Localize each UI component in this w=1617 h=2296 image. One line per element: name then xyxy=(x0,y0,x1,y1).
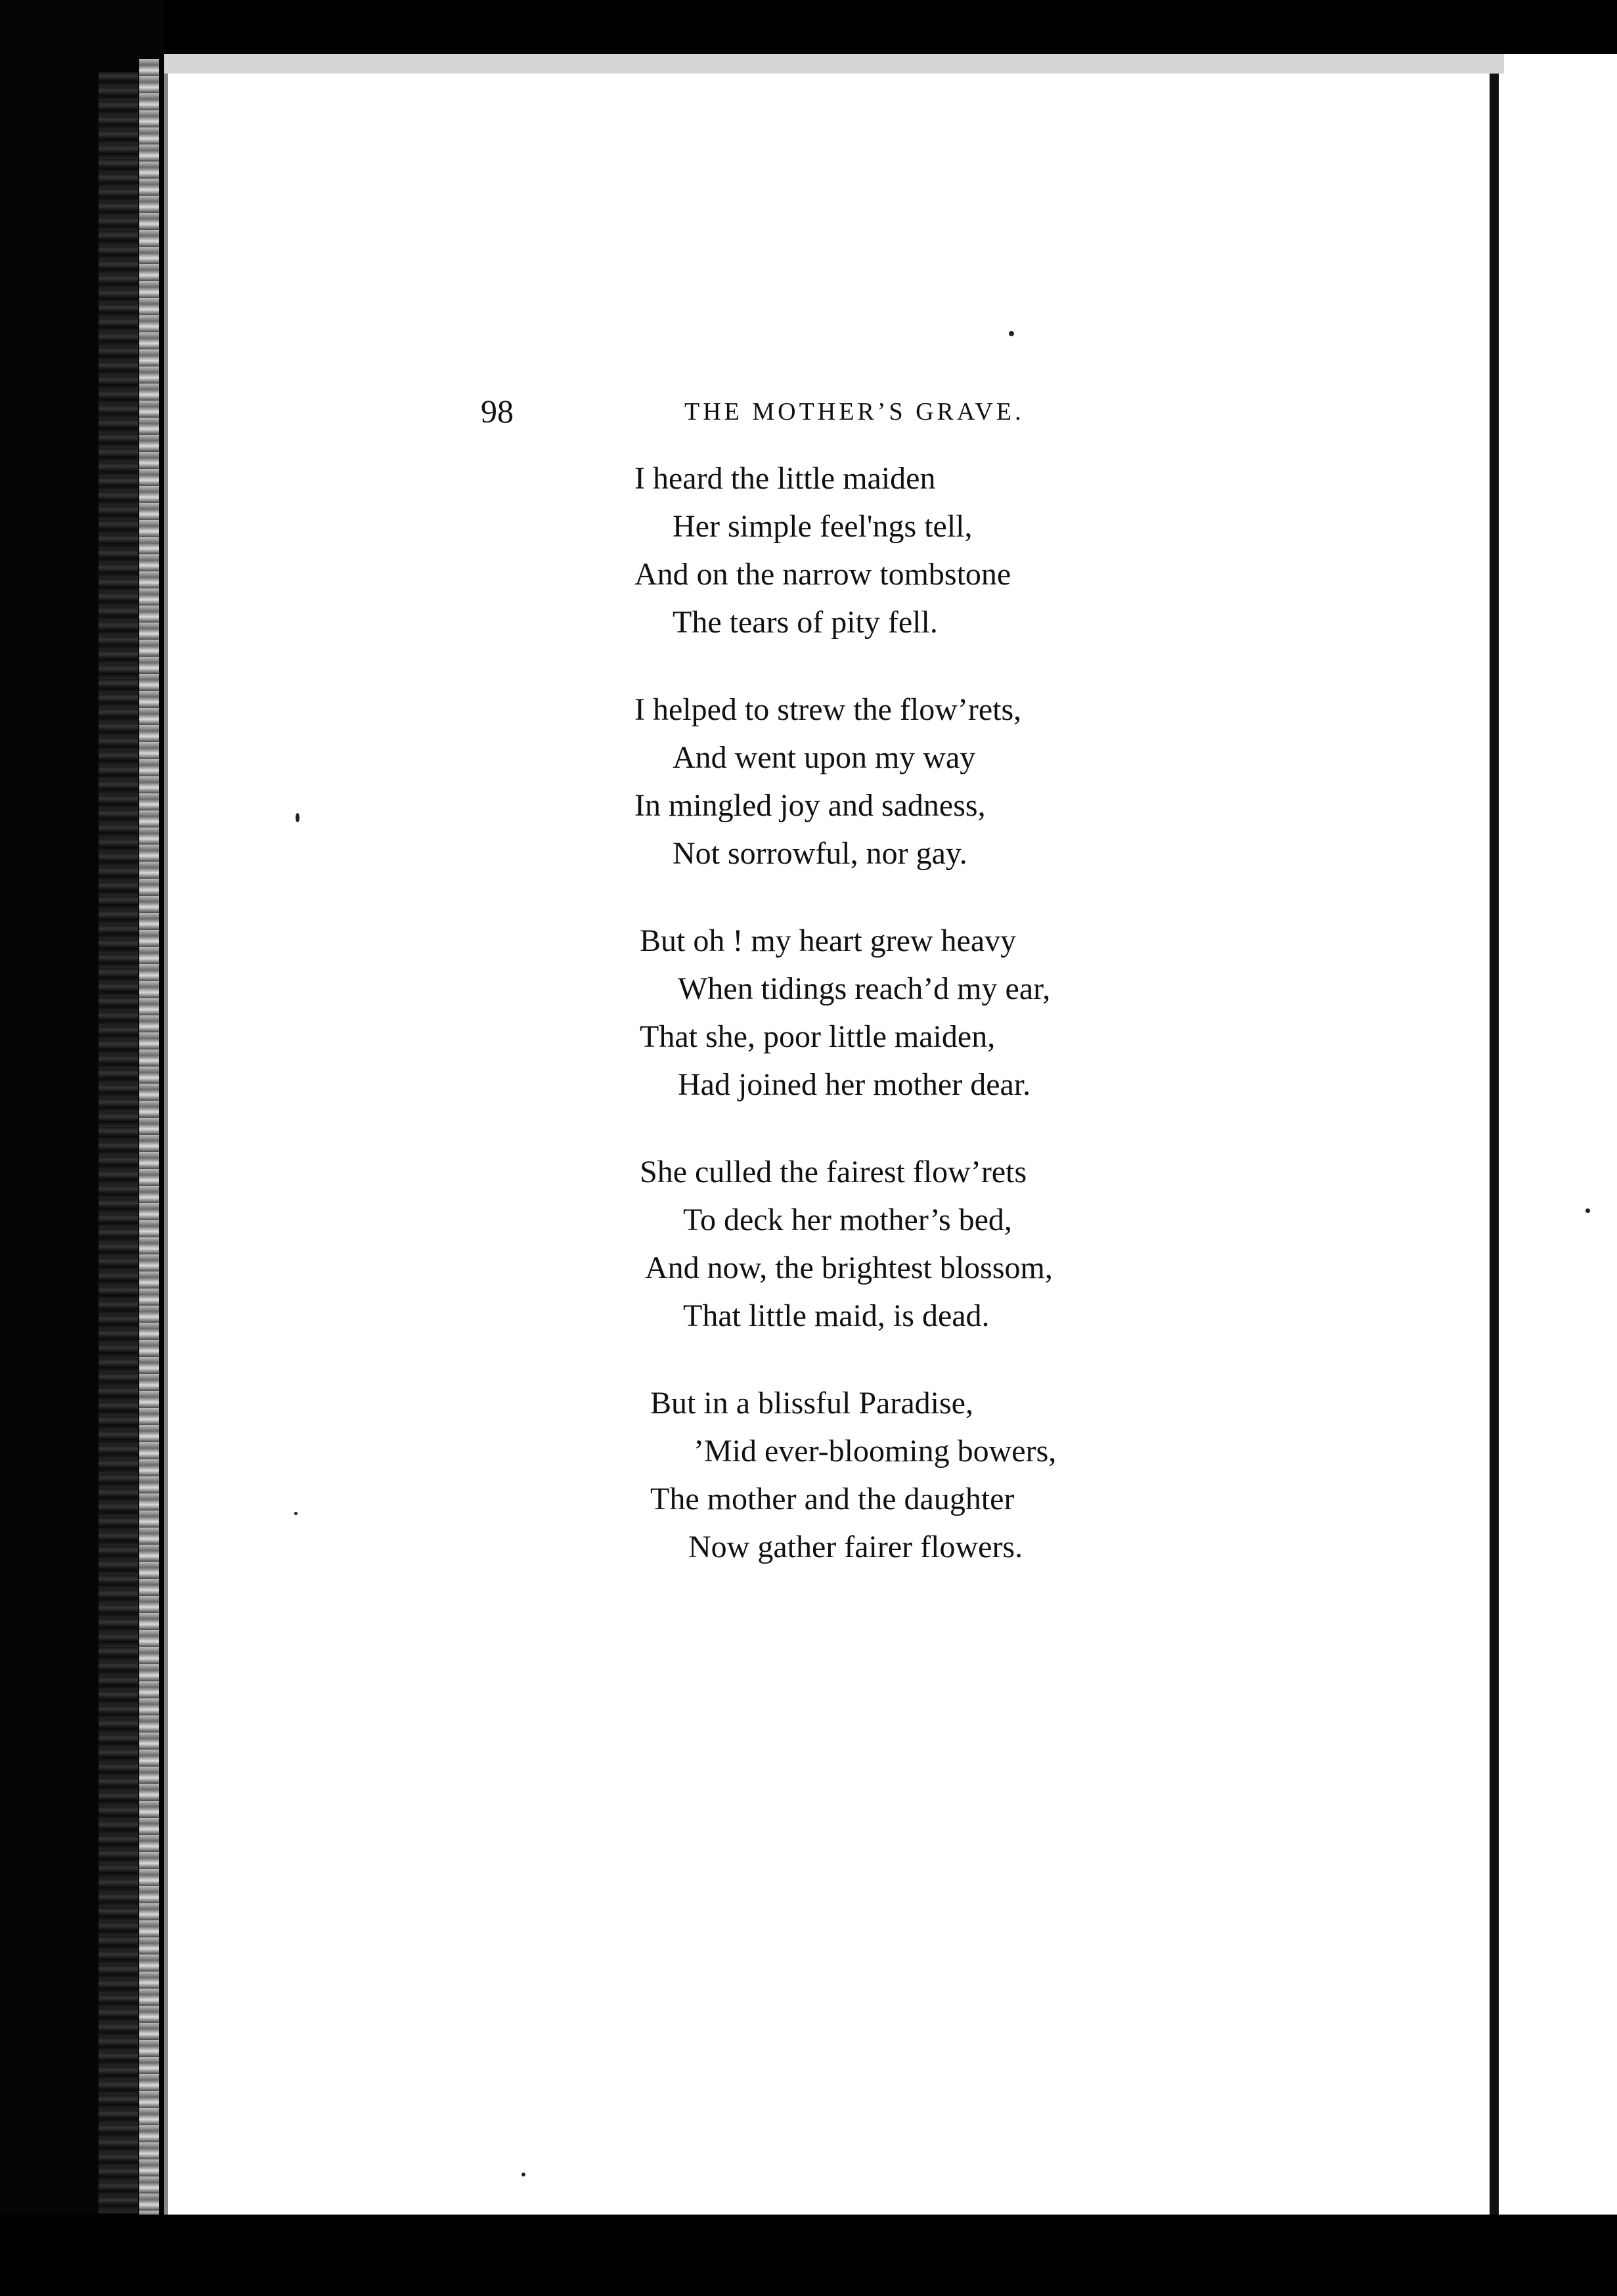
poem-line: I helped to strew the flow’rets, xyxy=(634,692,1022,727)
poem xyxy=(634,454,1134,1610)
poem-line: But in a blissful Paradise, xyxy=(650,1386,973,1421)
binding-texture xyxy=(99,72,138,2213)
poem-line: The tears of pity fell. xyxy=(673,605,938,640)
scan-bottom-border xyxy=(0,2215,1617,2296)
poem-line: In mingled joy and sadness, xyxy=(634,788,986,823)
poem-line: And now, the brightest blossom, xyxy=(645,1250,1053,1285)
stanza-2 xyxy=(634,686,1134,877)
stanza-4 xyxy=(634,1148,1134,1340)
poem-line: But oh ! my heart grew heavy xyxy=(640,923,1017,958)
facing-page-edge xyxy=(1499,74,1617,2215)
poem-line: Had joined her mother dear. xyxy=(678,1067,1031,1102)
ink-speck xyxy=(296,813,299,822)
poem-line: Now gather fairer flowers. xyxy=(688,1530,1023,1564)
page-top-edge xyxy=(151,54,1504,74)
stanza-1 xyxy=(634,454,1134,646)
poem-line: I heard the little maiden xyxy=(634,461,936,496)
ink-speck xyxy=(1585,1208,1590,1213)
poem-line: The mother and the daughter xyxy=(650,1482,1015,1516)
page-number: 98 xyxy=(481,393,514,430)
running-head: THE MOTHER’S GRAVE. xyxy=(684,398,1025,426)
page-header xyxy=(481,391,1085,431)
poem-line: ’Mid ever-blooming bowers, xyxy=(694,1434,1057,1468)
poem-line: To deck her mother’s bed, xyxy=(683,1203,1012,1237)
poem-line: She culled the fairest flow’rets xyxy=(640,1155,1027,1189)
ink-speck xyxy=(294,1512,298,1515)
poem-line: That little maid, is dead. xyxy=(683,1298,990,1333)
stanza-3 xyxy=(634,917,1134,1109)
scan-top-border xyxy=(0,0,1617,54)
poem-line: And on the narrow tombstone xyxy=(634,557,1011,592)
poem-line: That she, poor little maiden, xyxy=(640,1019,996,1054)
ink-speck xyxy=(1009,331,1014,336)
page-gutter xyxy=(1490,74,1499,2215)
poem-line: Not sorrowful, nor gay. xyxy=(673,836,967,871)
page-stack-edge xyxy=(139,59,159,2240)
poem-line: And went upon my way xyxy=(673,740,976,775)
poem-line: Her simple feel'ngs tell, xyxy=(673,509,973,544)
poem-line: When tidings reach’d my ear, xyxy=(678,971,1051,1006)
ink-speck xyxy=(521,2173,525,2176)
stanza-5 xyxy=(634,1379,1134,1571)
